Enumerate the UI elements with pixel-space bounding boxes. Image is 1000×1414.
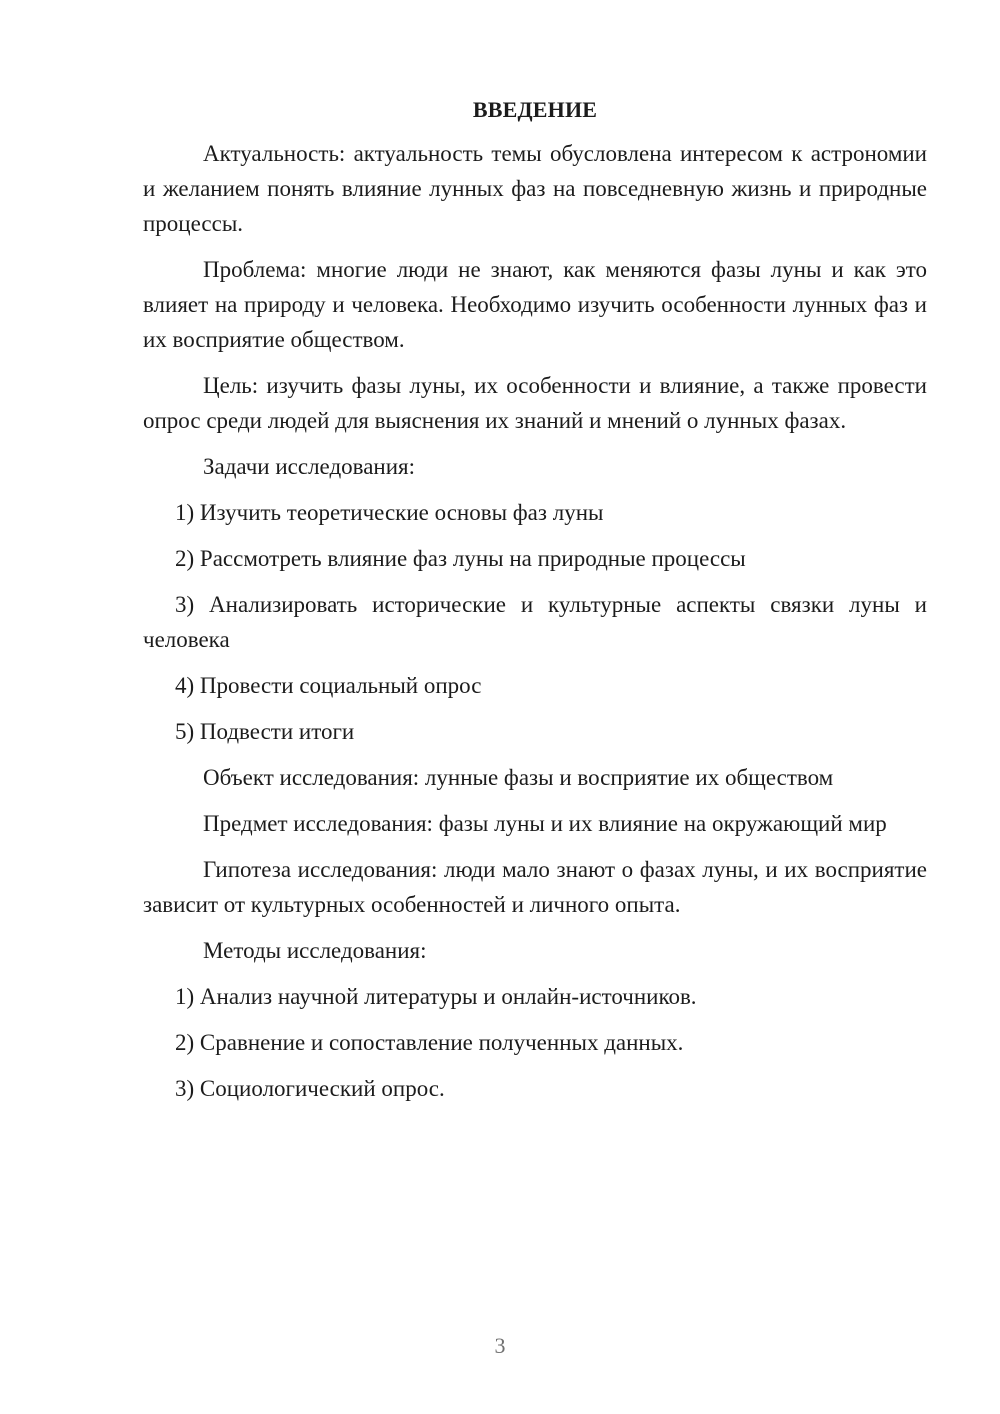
task-item: 4) Провести социальный опрос [175,673,482,698]
methods-heading: Методы исследования: [203,938,427,963]
hypothesis-paragraph: Гипотеза исследования: люди мало знают о фазах луны, и их восприятие зависит от культурных особенностей и личного опыта. [143,857,927,917]
method-item: 1) Анализ научной литературы и онлайн-источников. [175,984,697,1009]
task-item: 3) Анализировать исторические и культурные аспекты связки луны и человека [143,592,927,652]
problem-paragraph: Проблема: многие люди не знают, как меняются фазы луны и как это влияет на природу и человека. Необходимо изучить особенности лунных фаз и их восприятие обществом. [143,257,927,352]
page-number: 3 [494,1333,506,1358]
method-item: 2) Сравнение и сопоставление полученных данных. [175,1030,684,1055]
task-item: 2) Рассмотреть влияние фаз луны на природные процессы [175,546,746,571]
object-paragraph: Объект исследования: лунные фазы и восприятие их обществом [203,765,834,790]
method-item: 3) Социологический опрос. [175,1076,445,1101]
task-item: 5) Подвести итоги [175,719,355,744]
document-body [143,92,927,1117]
section-title: ВВЕДЕНИЕ [472,97,598,122]
subject-paragraph: Предмет исследования: фазы луны и их влияние на окружающий мир [203,811,887,836]
tasks-heading: Задачи исследования: [203,454,416,479]
relevance-paragraph: Актуальность: актуальность темы обусловлена интересом к астрономии и желанием понять влияние лунных фаз на повседневную жизнь и природные процессы. [143,141,927,236]
task-item: 1) Изучить теоретические основы фаз луны [175,500,604,525]
goal-paragraph: Цель: изучить фазы луны, их особенности и влияние, а также провести опрос среди людей для выяснения их знаний и мнений о лунных фазах. [143,373,927,433]
